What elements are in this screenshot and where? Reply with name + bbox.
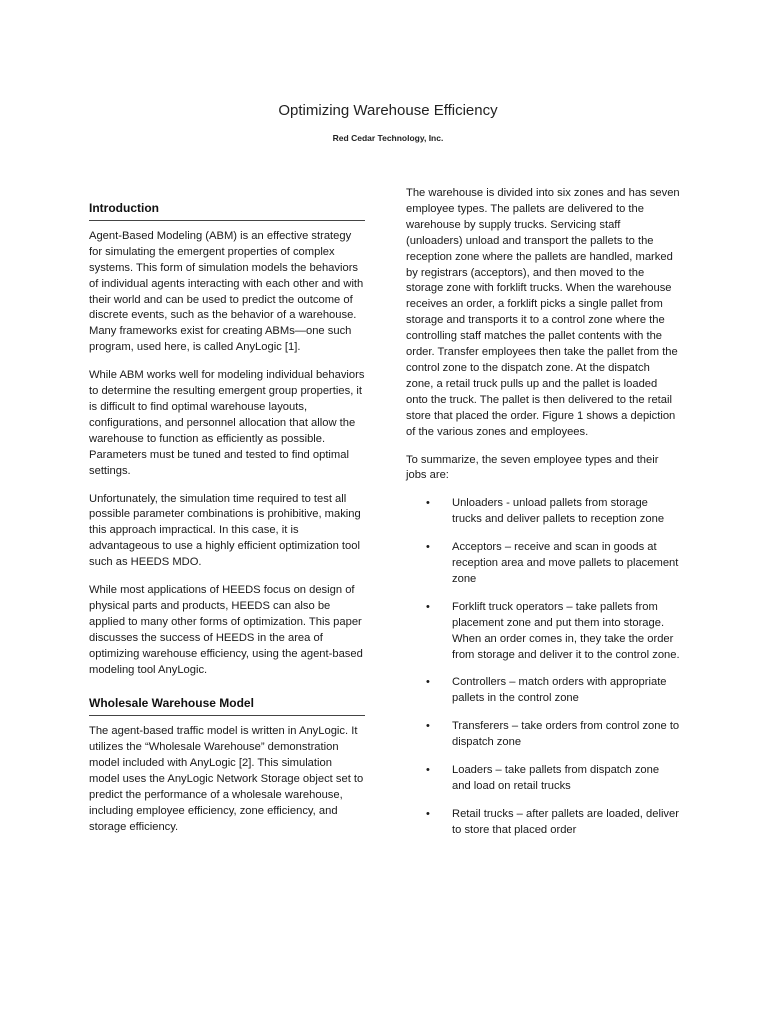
bullet-icon: •	[426, 541, 430, 554]
bullet-icon: •	[426, 600, 430, 613]
section-heading-wholesale-warehouse-model: Wholesale Warehouse Model	[89, 696, 365, 716]
list-item	[406, 675, 680, 707]
list-item-text: Unloaders - unload pallets from storage trucks and deliver pallets to reception zone	[452, 497, 665, 526]
bullet-icon: •	[426, 764, 430, 777]
employee-jobs-list	[406, 496, 680, 838]
bullet-icon: •	[426, 497, 430, 510]
list-item	[406, 540, 680, 588]
document-subtitle: Red Cedar Technology, Inc.	[332, 133, 444, 143]
section-heading-introduction: Introduction	[89, 201, 365, 221]
list-item-text: Acceptors – receive and scan in goods at reception area and move pallets to placement zone	[452, 541, 679, 585]
list-item-text: Controllers – match orders with appropriate pallets in the control zone	[452, 676, 667, 705]
document-title: Optimizing Warehouse Efficiency	[278, 102, 498, 119]
list-item	[406, 496, 680, 528]
bullet-icon: •	[426, 720, 430, 733]
list-item	[406, 807, 680, 839]
list-item	[406, 600, 680, 664]
intro-paragraph-3: Unfortunately, the simulation time required to test all possible parameter combinations is prohibitive, making this approach impractical. In this case, it is advantageous to use a highly efficient optimization tool such as HEEDS MDO.	[89, 492, 361, 569]
list-item	[406, 763, 680, 795]
right-column	[406, 186, 680, 851]
list-item-text: Retail trucks – after pallets are loaded, deliver to store that placed order	[452, 807, 679, 836]
list-item-text: Forklift truck operators – take pallets from placement zone and put them into storage. When an order comes in, they take the order from storage and deliver it to the control zone.	[452, 600, 680, 661]
list-item-text: Transferers – take orders from control zone to dispatch zone	[452, 720, 680, 749]
bullet-icon: •	[426, 676, 430, 689]
intro-paragraph-1: Agent-Based Modeling (ABM) is an effective strategy for simulating the emergent properties of complex systems. This form of simulation models the behaviors of individual agents interacting with each other and with their world and can be used to predict the outcome of discrete events, such as the behavior of a warehouse. Many frameworks exist for creating ABMs—one such program, used here, is called AnyLogic [1].	[89, 229, 364, 354]
list-item-text: Loaders – take pallets from dispatch zone and load on retail trucks	[452, 764, 660, 792]
model-paragraph: The agent-based traffic model is written in AnyLogic. It utilizes the “Wholesale Warehouse” demonstration model included with AnyLogic [2]. This simulation model uses the AnyLogic Network Storage object set to predict the performance of a wholesale warehouse, including employee efficiency, zone efficiency, and storage efficiency.	[89, 725, 364, 833]
left-column	[89, 199, 365, 848]
intro-paragraph-4: While most applications of HEEDS focus on design of physical parts and products, HEEDS can also be applied to many other forms of optimization. This paper discusses the success of HEEDS in the area of optimizing warehouse efficiency, using the agent-based modeling tool AnyLogic.	[89, 584, 363, 676]
bullet-icon: •	[426, 807, 430, 820]
warehouse-description-paragraph: The warehouse is divided into six zones and has seven employee types. The pallets are delivered to the warehouse by supply trucks. Servicing staff (unloaders) unload and transport the pallets to the reception zone where the pallets are handled, marked by registrars (acceptors), and then moved to the storage zone with forklift trucks. When the warehouse receives an order, a forklift picks a single pallet from storage and transports it to a control zone where the controlling staff matches the pallet contents with the order. Transfer employees then take the pallet from the control zone to the dispatch zone. At the dispatch zone, a retail truck pulls up and the pallet is loaded onto the truck. The pallet is then delivered to the retail store that placed the order. Figure 1 shows a depiction of the various zones and employees.	[406, 187, 680, 438]
intro-paragraph-2: While ABM works well for modeling individual behaviors to determine the resulting emergent group properties, it is difficult to find optimal warehouse layouts, configurations, and personnel allocation that allow the warehouse to function as efficiently as possible. Parameters must be tuned and tested to find optimal settings.	[89, 369, 365, 477]
list-item	[406, 719, 680, 751]
summary-paragraph: To summarize, the seven employee types and their jobs are:	[406, 453, 659, 482]
